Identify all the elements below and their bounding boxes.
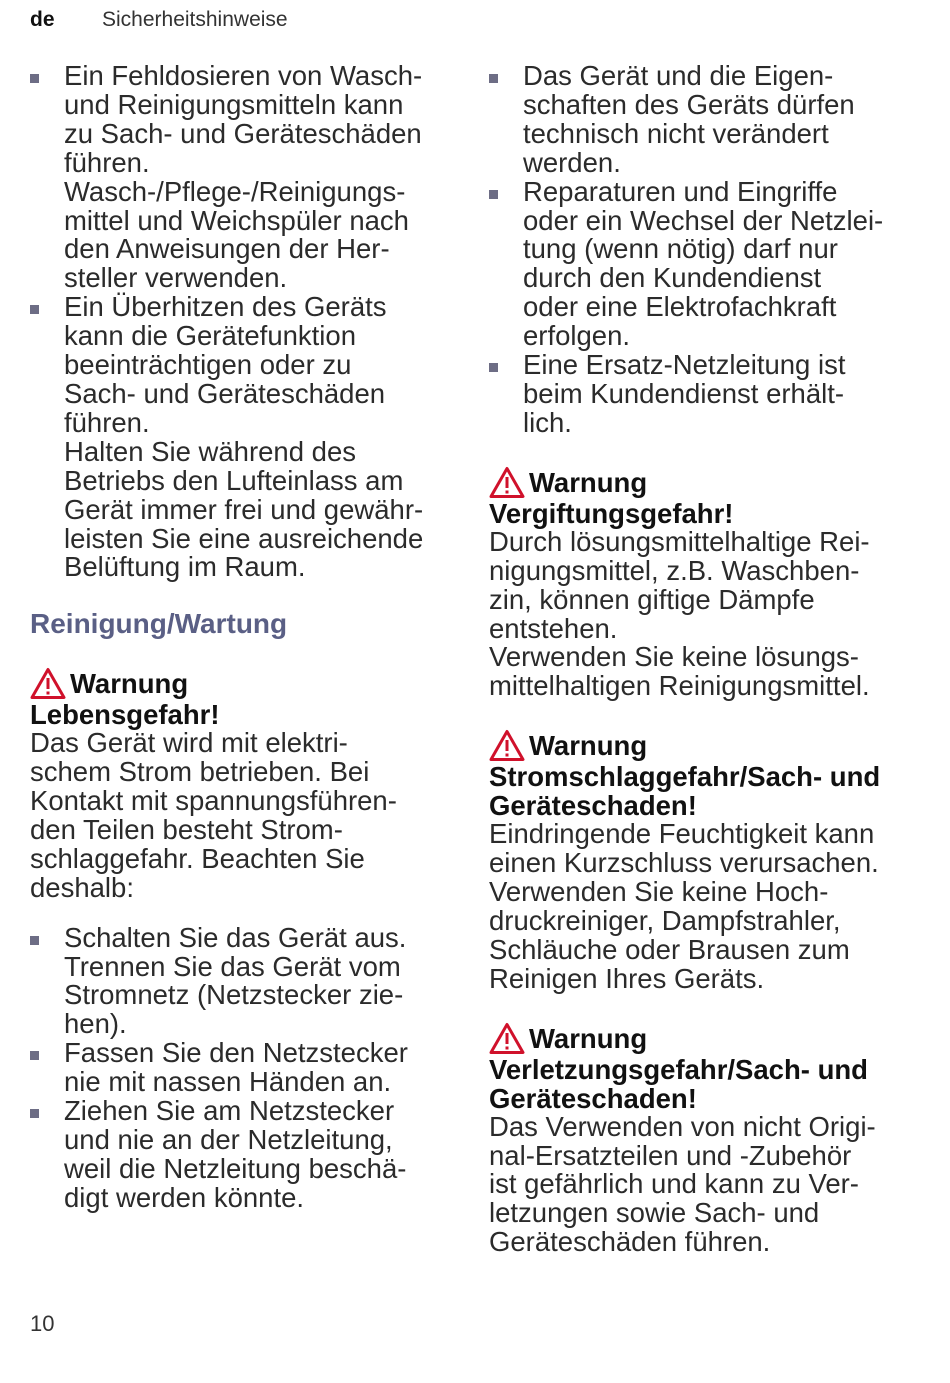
text-line: technisch nicht verändert (523, 117, 829, 149)
warning-subtitle: Stromschlaggefahr/Sach- und (489, 761, 881, 793)
list-item (30, 62, 455, 293)
text-line: Schläuche oder Brausen zum (489, 933, 850, 965)
bullet-square-icon (489, 74, 498, 83)
text-line: Trennen Sie das Gerät vom (64, 950, 401, 982)
list-item (30, 1039, 455, 1097)
text-line: beeinträchtigen oder zu (64, 349, 352, 381)
list-item (30, 1097, 455, 1213)
text-line: nal-Ersatzteilen und -Zubehör (489, 1139, 852, 1171)
text-line: durch den Kundendienst (523, 262, 822, 294)
text-line: Verwenden Sie keine lösungs- (489, 641, 859, 673)
text-line: Ziehen Sie am Netzstecker (64, 1095, 395, 1127)
warning-list (489, 466, 919, 1257)
text-line: schem Strom betrieben. Bei (30, 756, 370, 788)
text-line: Schalten Sie das Gerät aus. (64, 921, 407, 953)
text-line: schlaggefahr. Beachten Sie (30, 842, 365, 874)
warning-title (489, 466, 919, 499)
text-line: nie mit nassen Händen an. (64, 1066, 392, 1098)
text-line: erfolgen. (523, 320, 631, 352)
text-line: Belüftung im Raum. (64, 551, 306, 583)
bullet-list (30, 921, 455, 1213)
text-line: den Teilen besteht Strom- (30, 813, 343, 845)
warning-subtitle: Geräteschaden! (489, 1082, 697, 1114)
text-line: und Reinigungsmitteln kann (64, 88, 404, 120)
warning-label: Warnung (529, 1022, 648, 1054)
warning-subtitle: Vergiftungsgefahr! (489, 497, 734, 529)
text-line: Das Gerät wird mit elektri- (30, 727, 348, 759)
text-line: schaften des Geräts dürfen (523, 88, 855, 120)
text-line: Durch lösungsmittelhaltige Rei- (489, 525, 870, 557)
bullet-square-icon (30, 1109, 39, 1118)
warning-triangle-icon (489, 1022, 525, 1055)
text-line: beim Kundendienst erhält- (523, 377, 845, 409)
warning-title (30, 667, 455, 700)
warning-subtitle: Lebensgefahr! (30, 699, 220, 731)
text-line: Fassen Sie den Netzstecker (64, 1037, 408, 1069)
language-code: de (30, 8, 55, 31)
text-line: Ein Fehldosieren von Wasch- (64, 60, 423, 91)
text-line: hen). (64, 1008, 127, 1040)
warning-label: Warnung (529, 730, 648, 762)
warning-triangle-icon (489, 466, 525, 499)
warning-triangle-icon (489, 729, 525, 762)
text-line: deshalb: (30, 871, 134, 903)
list-item (489, 175, 919, 352)
right-column (489, 62, 919, 1257)
warning-label: Warnung (70, 668, 189, 700)
left-column (30, 62, 455, 1213)
text-line: digt werden könnte. (64, 1181, 305, 1213)
text-line: zu Sach- und Geräteschäden (64, 117, 422, 149)
text-line: ist gefährlich und kann zu Ver- (489, 1168, 859, 1200)
text-line: Wasch-/Pflege-/Reinigungs- (64, 175, 406, 207)
text-line: Gerät immer frei und gewähr- (64, 493, 424, 525)
text-line: Reinigen Ihres Geräts. (489, 962, 765, 994)
warning-triangle-icon (30, 667, 66, 700)
text-line: führen. (64, 406, 150, 438)
text-line: druckreiniger, Dampfstrahler, (489, 904, 841, 936)
text-line: Betriebs den Lufteinlass am (64, 464, 404, 496)
section-heading: Reinigung/Wartung (30, 608, 288, 640)
warning-title (489, 1022, 919, 1055)
page-number: 10 (30, 1311, 55, 1336)
bullet-square-icon (30, 74, 39, 83)
list-item (30, 921, 455, 1040)
bullet-square-icon (30, 936, 39, 945)
warning-subtitle: Geräteschaden! (489, 790, 697, 822)
bullet-square-icon (30, 1051, 39, 1060)
warning-subtitle: Verletzungsgefahr/Sach- und (489, 1053, 868, 1085)
text-line: führen. (64, 146, 150, 178)
bullet-list (489, 62, 919, 438)
text-line: oder eine Elektrofachkraft (523, 291, 837, 323)
text-line: Verwenden Sie keine Hoch- (489, 876, 829, 908)
text-line: steller verwenden. (64, 262, 288, 294)
text-line: Das Verwenden von nicht Origi- (489, 1110, 876, 1142)
page-header (30, 8, 288, 32)
text-line: zin, können giftige Dämpfe (489, 583, 815, 615)
header-title: Sicherheitshinweise (102, 8, 288, 31)
text-line: mittelhaltigen Reinigungsmittel. (489, 670, 870, 702)
text-line: entstehen. (489, 612, 618, 644)
text-line: Eindringende Feuchtigkeit kann (489, 818, 875, 850)
bullet-square-icon (489, 190, 498, 199)
text-line: mittel und Weichspüler nach (64, 204, 409, 236)
text-line: Eine Ersatz-Netzleitung ist (523, 349, 846, 381)
bullet-square-icon (489, 363, 498, 372)
text-line: Sach- und Geräteschäden (64, 377, 386, 409)
text-line: nigungsmittel, z.B. Waschben- (489, 554, 860, 586)
text-line: Halten Sie während des (64, 435, 356, 467)
warning-title (489, 729, 919, 762)
warning-block (489, 1022, 919, 1258)
bullet-square-icon (30, 305, 39, 314)
text-line: Geräteschäden führen. (489, 1226, 771, 1258)
text-line: Das Gerät und die Eigen- (523, 60, 834, 91)
text-line: Stromnetz (Netzstecker zie- (64, 979, 404, 1011)
text-line: Ein Überhitzen des Geräts (64, 291, 387, 323)
text-line: tung (wenn nötig) darf nur (523, 233, 838, 265)
bullet-list (30, 62, 455, 582)
text-line: oder ein Wechsel der Netzlei- (523, 204, 884, 236)
text-line: den Anweisungen der Her- (64, 233, 390, 265)
list-item (30, 293, 455, 582)
warning-block (489, 729, 919, 993)
text-line: Kontakt mit spannungsführen- (30, 785, 397, 817)
text-line: leisten Sie eine ausreichende (64, 522, 424, 554)
text-line: letzungen sowie Sach- und (489, 1197, 820, 1229)
text-line: einen Kurzschluss verursachen. (489, 847, 879, 879)
warning-label: Warnung (529, 466, 648, 498)
text-line: weil die Netzleitung beschä- (64, 1152, 407, 1184)
text-line: kann die Gerätefunktion (64, 320, 356, 352)
list-item (489, 351, 919, 438)
warning-block (30, 667, 455, 902)
warning-text (30, 729, 455, 902)
text-line: Reparaturen und Eingriffe (523, 175, 838, 207)
text-line: werden. (523, 146, 621, 178)
warning-block (489, 466, 919, 701)
text-line: lich. (523, 406, 572, 438)
text-line: und nie an der Netzleitung, (64, 1124, 393, 1155)
list-item (489, 62, 919, 178)
